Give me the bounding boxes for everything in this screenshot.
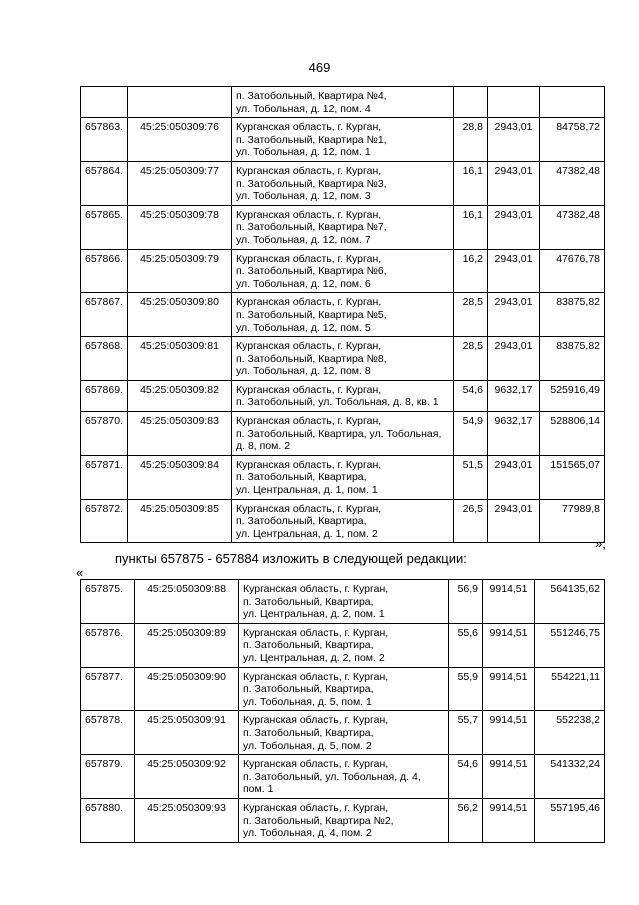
cadastral-value-cell: 551246,75: [535, 623, 605, 667]
address-line: Курганская область, г. Курган,: [243, 714, 389, 727]
area-cell: 16,1: [454, 205, 488, 249]
area-cell: 56,9: [449, 580, 483, 624]
address-line: п. Затобольный, Квартира №2,: [243, 814, 394, 827]
address-line: п. Затобольный, Квартира №5,: [236, 308, 387, 321]
area-cell: 16,1: [454, 161, 488, 205]
cadastral-number-cell: 45:25:050309:89: [135, 623, 239, 667]
address-line: Курганская область, г. Курган,: [243, 801, 389, 814]
table-row: [81, 455, 605, 499]
table-row: [81, 161, 605, 205]
property-table-1: [80, 86, 605, 543]
area-cell: 26,5: [454, 499, 488, 543]
cadastral-number-cell: 45:25:050309:92: [135, 755, 239, 799]
table-row: [81, 293, 605, 337]
cadastral-number-cell: 45:25:050309:85: [128, 499, 232, 543]
rate-cell: 9914,51: [483, 755, 535, 799]
address-line: Курганская область, г. Курган,: [236, 502, 382, 515]
row-number-cell: [81, 87, 128, 118]
address-line: Курганская область, г. Курган,: [236, 164, 382, 177]
address-line: п. Затобольный, Квартира,: [236, 515, 367, 528]
table-row: [81, 87, 605, 118]
row-number-cell: 657876.: [81, 623, 135, 667]
property-table-2: [80, 579, 605, 843]
address-line: п. Затобольный, Квартира,: [236, 471, 367, 484]
table-row: [81, 667, 605, 711]
property-table-2-body: [81, 580, 605, 843]
address-line: ул. Центральная, д. 2, пом. 1: [243, 608, 385, 621]
cadastral-value-cell: 552238,2: [535, 711, 605, 755]
cadastral-number-cell: 45:25:050309:77: [128, 161, 232, 205]
row-number-cell: 657865.: [81, 205, 128, 249]
table-row: [81, 798, 605, 842]
address-cell: [232, 293, 454, 337]
address-line: ул. Тобольная, д. 12, пом. 4: [236, 102, 371, 115]
table-row: [81, 412, 605, 456]
address-line: п. Затобольный, Квартира №4,: [236, 90, 387, 102]
rate-cell: 9632,17: [488, 380, 540, 411]
cadastral-value-cell: 151565,07: [540, 455, 605, 499]
opening-quote: «: [76, 565, 84, 580]
address-cell: [239, 580, 449, 624]
rate-cell: 9632,17: [488, 412, 540, 456]
cadastral-value-cell: 83875,82: [540, 337, 605, 381]
address-line: п. Затобольный, Квартира №6,: [236, 265, 387, 278]
address-line: Курганская область, г. Курган,: [243, 758, 389, 771]
row-number-cell: 657868.: [81, 337, 128, 381]
address-cell: [232, 118, 454, 162]
area-cell: 16,2: [454, 249, 488, 293]
address-line: ул. Тобольная, д. 5, пом. 1: [243, 695, 372, 708]
row-number-cell: 657878.: [81, 711, 135, 755]
address-line: Курганская область, г. Курган,: [243, 670, 389, 683]
address-cell: [232, 87, 454, 118]
amendment-instruction: пункты 657875 - 657884 изложить в следующей редакции:: [115, 551, 467, 566]
table-row: [81, 380, 605, 411]
address-line: Курганская область, г. Курган,: [236, 383, 382, 396]
table-row: [81, 118, 605, 162]
rate-cell: 2943,01: [488, 118, 540, 162]
cadastral-value-cell: 83875,82: [540, 293, 605, 337]
row-number-cell: 657871.: [81, 455, 128, 499]
cadastral-number-cell: 45:25:050309:76: [128, 118, 232, 162]
table-row: [81, 711, 605, 755]
address-line: ул. Тобольная, д. 5, пом. 2: [243, 739, 372, 752]
cadastral-value-cell: 47382,48: [540, 205, 605, 249]
address-line: п. Затобольный, Квартира №1,: [236, 133, 387, 146]
cadastral-value-cell: 77989,8: [540, 499, 605, 543]
row-number-cell: 657864.: [81, 161, 128, 205]
area-cell: 55,7: [449, 711, 483, 755]
address-line: п. Затобольный, Квартира,: [243, 683, 374, 696]
cadastral-number-cell: 45:25:050309:83: [128, 412, 232, 456]
rate-cell: [488, 87, 540, 118]
rate-cell: 9914,51: [483, 667, 535, 711]
cadastral-number-cell: 45:25:050309:93: [135, 798, 239, 842]
address-line: ул. Тобольная, д. 12, пом. 6: [236, 277, 371, 290]
cadastral-number-cell: 45:25:050309:79: [128, 249, 232, 293]
area-cell: [454, 87, 488, 118]
rate-cell: 2943,01: [488, 337, 540, 381]
area-cell: 54,9: [454, 412, 488, 456]
row-number-cell: 657875.: [81, 580, 135, 624]
row-number-cell: 657880.: [81, 798, 135, 842]
address-cell: [232, 337, 454, 381]
cadastral-value-cell: 564135,62: [535, 580, 605, 624]
cadastral-value-cell: 47382,48: [540, 161, 605, 205]
address-line: Курганская область, г. Курган,: [243, 583, 389, 595]
row-number-cell: 657870.: [81, 412, 128, 456]
row-number-cell: 657877.: [81, 667, 135, 711]
address-cell: [232, 455, 454, 499]
address-line: ул. Центральная, д. 1, пом. 2: [236, 527, 378, 540]
table-row: [81, 205, 605, 249]
cadastral-value-cell: 554221,11: [535, 667, 605, 711]
address-line: п. Затобольный, Квартира №8,: [236, 352, 387, 365]
address-line: ул. Центральная, д. 1, пом. 1: [236, 484, 378, 497]
area-cell: 28,5: [454, 293, 488, 337]
address-line: Курганская область, г. Курган,: [236, 415, 382, 428]
address-line: Курганская область, г. Курган,: [236, 340, 382, 353]
rate-cell: 9914,51: [483, 798, 535, 842]
area-cell: 51,5: [454, 455, 488, 499]
table-row: [81, 623, 605, 667]
area-cell: 55,6: [449, 623, 483, 667]
row-number-cell: 657869.: [81, 380, 128, 411]
address-line: п. Затобольный, Квартира,: [243, 726, 374, 739]
address-cell: [239, 798, 449, 842]
address-line: д. 8, пом. 2: [236, 440, 291, 453]
address-cell: [232, 499, 454, 543]
address-line: пом. 1: [243, 783, 274, 796]
table-row: [81, 337, 605, 381]
address-cell: [232, 161, 454, 205]
cadastral-value-cell: 47676,78: [540, 249, 605, 293]
cadastral-value-cell: 84758,72: [540, 118, 605, 162]
cadastral-value-cell: 557195,46: [535, 798, 605, 842]
row-number-cell: 657863.: [81, 118, 128, 162]
address-cell: [232, 380, 454, 411]
row-number-cell: 657879.: [81, 755, 135, 799]
cadastral-number-cell: 45:25:050309:80: [128, 293, 232, 337]
area-cell: 54,6: [454, 380, 488, 411]
rate-cell: 9914,51: [483, 711, 535, 755]
address-line: ул. Тобольная, д. 12, пом. 1: [236, 146, 371, 159]
row-number-cell: 657867.: [81, 293, 128, 337]
cadastral-number-cell: 45:25:050309:84: [128, 455, 232, 499]
rate-cell: 2943,01: [488, 499, 540, 543]
cadastral-number-cell: [128, 87, 232, 118]
rate-cell: 9914,51: [483, 623, 535, 667]
cadastral-value-cell: [540, 87, 605, 118]
cadastral-number-cell: 45:25:050309:81: [128, 337, 232, 381]
cadastral-number-cell: 45:25:050309:88: [135, 580, 239, 624]
address-line: Курганская область, г. Курган,: [243, 626, 389, 639]
cadastral-number-cell: 45:25:050309:78: [128, 205, 232, 249]
cadastral-number-cell: 45:25:050309:82: [128, 380, 232, 411]
cadastral-number-cell: 45:25:050309:91: [135, 711, 239, 755]
address-line: п. Затобольный, ул. Тобольная, д. 4,: [243, 770, 421, 783]
address-cell: [239, 667, 449, 711]
address-cell: [232, 249, 454, 293]
address-cell: [239, 623, 449, 667]
property-table-1-body: [81, 87, 605, 543]
cadastral-value-cell: 525916,49: [540, 380, 605, 411]
address-line: ул. Тобольная, д. 4, пом. 2: [243, 827, 372, 840]
area-cell: 56,2: [449, 798, 483, 842]
address-line: ул. Тобольная, д. 12, пом. 5: [236, 321, 371, 334]
address-line: ул. Тобольная, д. 12, пом. 3: [236, 190, 371, 203]
address-cell: [232, 205, 454, 249]
address-cell: [239, 711, 449, 755]
address-line: ул. Центральная, д. 2, пом. 2: [243, 651, 385, 664]
address-line: п. Затобольный, Квартира, ул. Тобольная,: [236, 427, 442, 440]
table-row: [81, 755, 605, 799]
page-number: 469: [308, 60, 331, 75]
address-line: Курганская область, г. Курган,: [236, 208, 382, 221]
address-line: п. Затобольный, Квартира №3,: [236, 177, 387, 190]
cadastral-value-cell: 541332,24: [535, 755, 605, 799]
rate-cell: 2943,01: [488, 205, 540, 249]
address-line: Курганская область, г. Курган,: [236, 458, 382, 471]
address-line: п. Затобольный, Квартира,: [243, 639, 374, 652]
cadastral-value-cell: 528806,14: [540, 412, 605, 456]
area-cell: 28,8: [454, 118, 488, 162]
rate-cell: 2943,01: [488, 161, 540, 205]
rate-cell: 2943,01: [488, 455, 540, 499]
address-line: п. Затобольный, Квартира №7,: [236, 221, 387, 234]
address-line: ул. Тобольная, д. 12, пом. 7: [236, 233, 371, 246]
table-row: [81, 499, 605, 543]
closing-quote: »;: [595, 536, 606, 551]
address-line: п. Затобольный, Квартира,: [243, 595, 374, 608]
address-line: Курганская область, г. Курган,: [236, 252, 382, 265]
area-cell: 28,5: [454, 337, 488, 381]
row-number-cell: 657872.: [81, 499, 128, 543]
area-cell: 55,9: [449, 667, 483, 711]
rate-cell: 9914,51: [483, 580, 535, 624]
address-line: Курганская область, г. Курган,: [236, 121, 382, 134]
table-row: [81, 249, 605, 293]
row-number-cell: 657866.: [81, 249, 128, 293]
cadastral-number-cell: 45:25:050309:90: [135, 667, 239, 711]
rate-cell: 2943,01: [488, 293, 540, 337]
address-cell: [232, 412, 454, 456]
address-line: ул. Тобольная, д. 12, пом. 8: [236, 365, 371, 378]
rate-cell: 2943,01: [488, 249, 540, 293]
area-cell: 54,6: [449, 755, 483, 799]
address-line: Курганская область, г. Курган,: [236, 296, 382, 309]
address-cell: [239, 755, 449, 799]
table-row: [81, 580, 605, 624]
address-line: п. Затобольный, ул. Тобольная, д. 8, кв. 1: [236, 396, 439, 409]
